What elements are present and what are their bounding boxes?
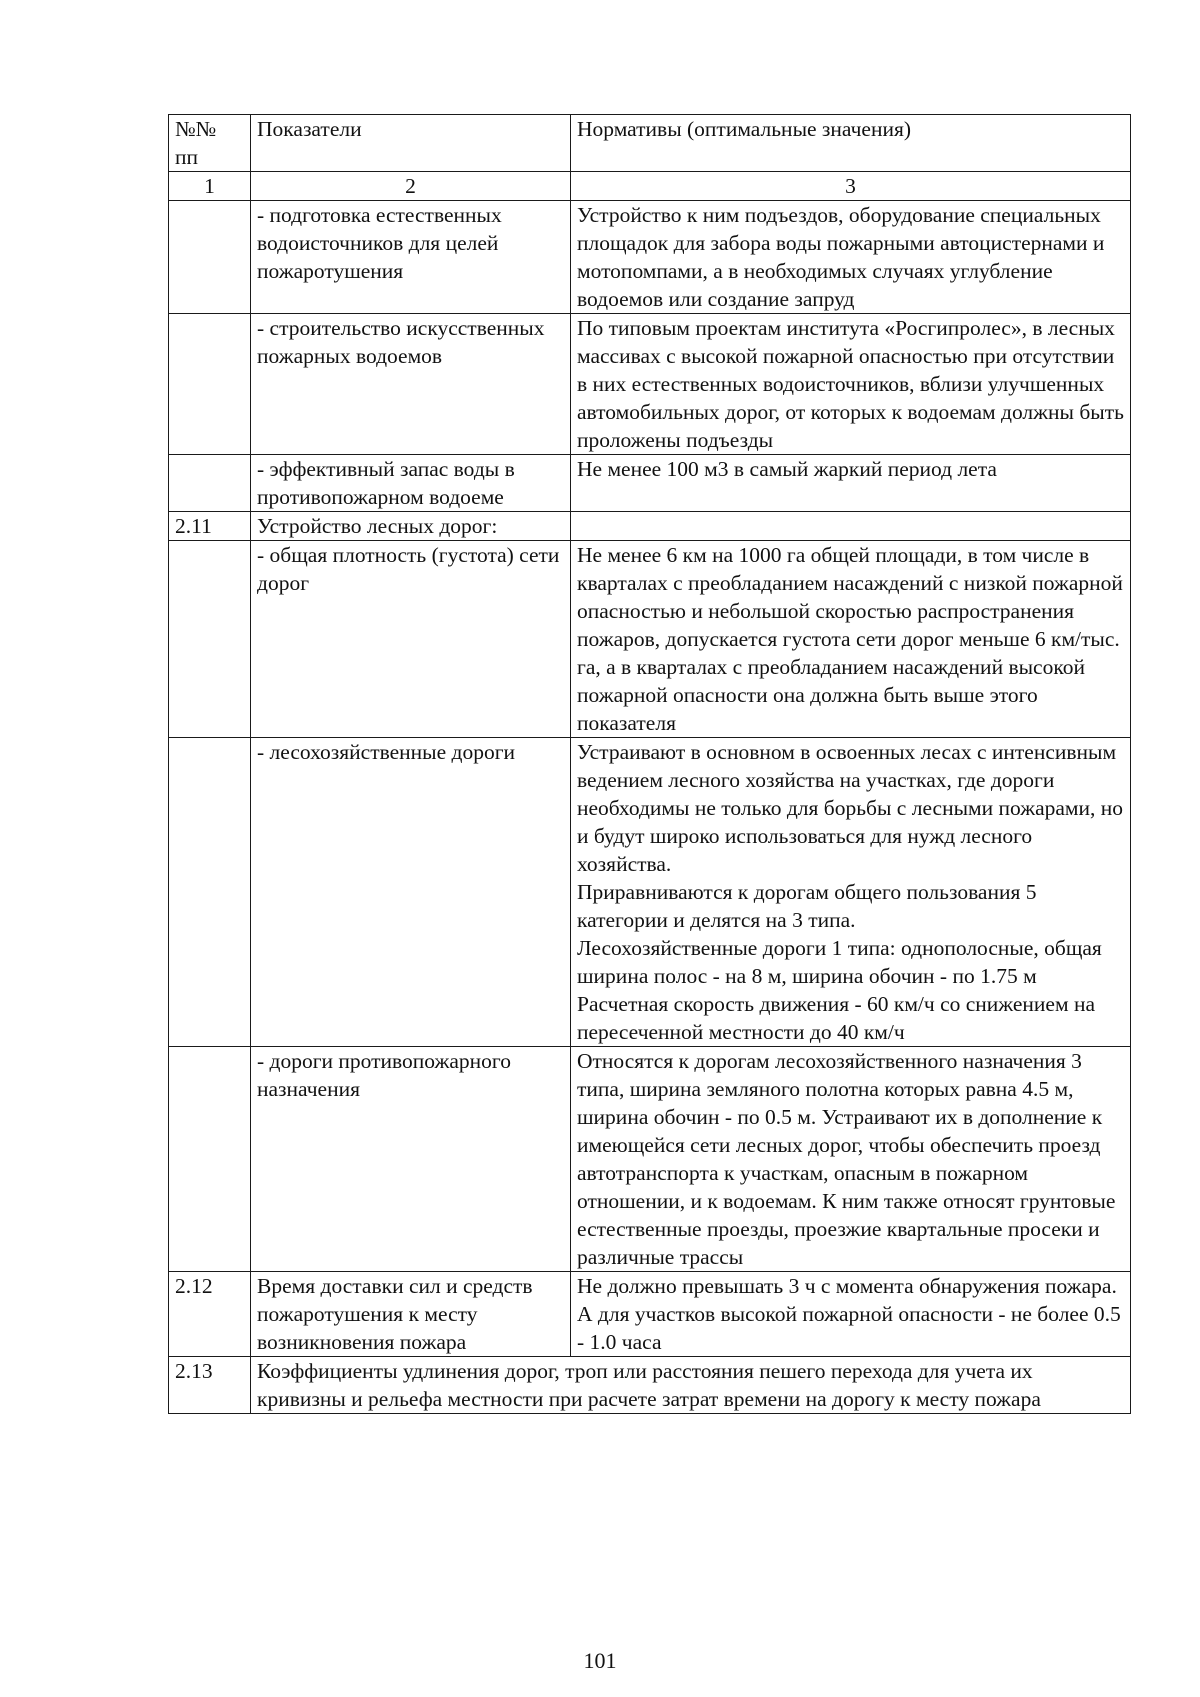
row-indicator: - лесохозяйственные дороги [251,738,571,1047]
table-row [169,541,1131,738]
row-indicator: - дороги противопожарного назначения [251,1047,571,1272]
table-row [169,314,1131,455]
table-row [169,738,1131,1047]
table-row [169,201,1131,314]
row-merged-text: Коэффициенты удлинения дорог, троп или расстояния пешего перехода для учета их кривизны и рельефа местности при расчете затрат времени на дорогу к месту пожара [251,1357,1131,1414]
header-norm: Нормативы (оптимальные значения) [571,115,1131,172]
table-row [169,455,1131,512]
header-indicator: Показатели [251,115,571,172]
table-row [169,1272,1131,1357]
row-indicator: Устройство лесных дорог: [251,512,571,541]
column-index-3: 3 [571,172,1131,201]
table-header-row [169,115,1131,172]
row-norm: Не менее 100 м3 в самый жаркий период лета [571,455,1131,512]
column-index-1: 1 [169,172,251,201]
row-indicator: - общая плотность (густота) сети дорог [251,541,571,738]
column-index-2: 2 [251,172,571,201]
row-number [169,314,251,455]
row-number: 2.11 [169,512,251,541]
row-number [169,738,251,1047]
row-norm [571,512,1131,541]
row-norm: Устраивают в основном в освоенных лесах с интенсивным ведением лесного хозяйства на участках, где дороги необходимы не только для борьбы с лесными пожарами, но и будут широко использоваться для нужд лесного хозяйства. Приравниваются к дорогам общего пользования 5 категории и делятся на 3 типа. Лесохозяйственные дороги 1 типа: однополосные, общая ширина полос - на 8 м, ширина обочин - по 1.75 м Расчетная скорость движения - 60 км/ч со снижением на пересеченной местности до 40 км/ч [571,738,1131,1047]
row-norm: Устройство к ним подъездов, оборудование специальных площадок для забора воды пожарными автоцистернами и мотопомпами, а в необходимых случаях углубление водоемов или создание запруд [571,201,1131,314]
row-indicator: Время доставки сил и средств пожаротушения к месту возникновения пожара [251,1272,571,1357]
table-row [169,512,1131,541]
table-row-merged [169,1357,1131,1414]
row-number [169,201,251,314]
row-norm: Не менее 6 км на 1000 га общей площади, в том числе в кварталах с преобладанием насаждений с низкой пожарной опасностью и небольшой скоростью распространения пожаров, допускается густота сети дорог меньше 6 км/тыс. га, а в кварталах с преобладанием насаждений высокой пожарной опасности она должна быть выше этого показателя [571,541,1131,738]
row-indicator: - подготовка естественных водоисточников для целей пожаротушения [251,201,571,314]
row-number [169,455,251,512]
header-number: №№ пп [169,115,251,172]
row-number: 2.13 [169,1357,251,1414]
norms-table [168,114,1131,1414]
row-number: 2.12 [169,1272,251,1357]
row-indicator: - строительство искусственных пожарных водоемов [251,314,571,455]
row-indicator: - эффективный запас воды в противопожарном водоеме [251,455,571,512]
table-row [169,1047,1131,1272]
row-norm: Не должно превышать 3 ч с момента обнаружения пожара. А для участков высокой пожарной опасности - не более 0.5 - 1.0 часа [571,1272,1131,1357]
row-norm: По типовым проектам института «Росгипролес», в лесных массивах с высокой пожарной опасностью при отсутствии в них естественных водоисточников, вблизи улучшенных автомобильных дорог, от которых к водоемам должны быть проложены подъезды [571,314,1131,455]
table-index-row [169,172,1131,201]
row-norm: Относятся к дорогам лесохозяйственного назначения 3 типа, ширина земляного полотна которых равна 4.5 м, ширина обочин - по 0.5 м. Устраивают их в дополнение к имеющейся сети лесных дорог, чтобы обеспечить проезд автотранспорта к участкам, опасным в пожарном отношении, и к водоемам. К ним также относят грунтовые естественные проезды, проезжие квартальные просеки и различные трассы [571,1047,1131,1272]
page-number: 101 [583,1648,617,1673]
row-number [169,541,251,738]
row-number [169,1047,251,1272]
